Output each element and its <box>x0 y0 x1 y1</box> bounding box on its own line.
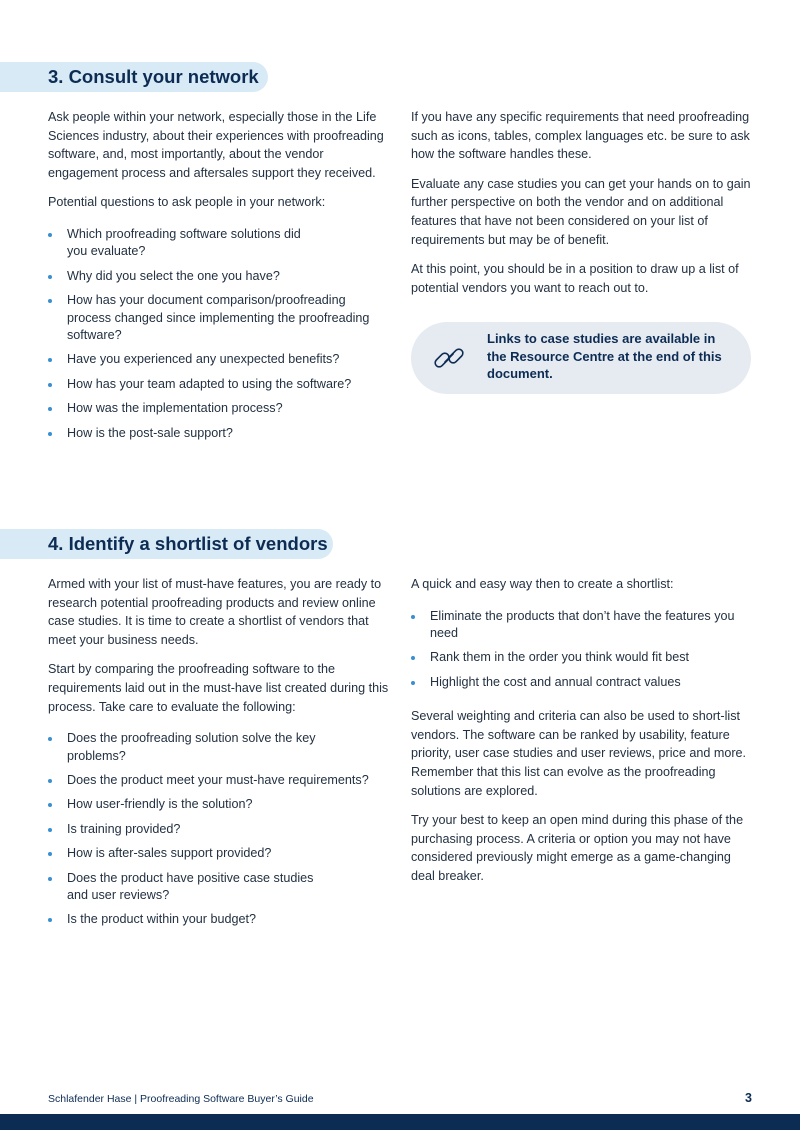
list-item: Which proofreading software solutions did you evaluate? <box>48 226 393 261</box>
section-3-left-column <box>48 108 393 449</box>
list-item: Is training provided? <box>48 821 393 838</box>
section-4-right-paragraph-2: Several weighting and criteria can also be used to short-list vendors. The software can be ranked by usability, feature priority, user case studies and user reviews, price and more. Remember that this list can evolve as the proofreading solutions are explored. <box>411 709 747 798</box>
list-item: Does the proofreading solution solve the key problems? <box>48 730 393 765</box>
section-4-shortlist-steps <box>411 608 756 692</box>
callout-text: Links to case studies are available in the Resource Centre at the end of this document. <box>487 331 722 382</box>
section-3-right-paragraph-2: Evaluate any case studies you can get your hands on to gain further perspective on both the vendor and on additional features that have not been considered on your list of requirements but may be of benefit. <box>411 176 751 247</box>
section-4-left-column <box>48 575 393 936</box>
section-3-question-list <box>48 226 393 442</box>
case-studies-callout <box>411 322 751 394</box>
list-item: How has your document comparison/proofreading process changed since implementing the proofreading software? <box>48 292 393 344</box>
list-item: Highlight the cost and annual contract values <box>411 674 756 691</box>
list-item: How is the post-sale support? <box>48 425 393 442</box>
list-item: How is after-sales support provided? <box>48 845 393 862</box>
list-item: How was the implementation process? <box>48 400 393 417</box>
section-3-right-paragraph-3: At this point, you should be in a position to draw up a list of potential vendors you want to reach out to. <box>411 262 739 295</box>
list-item: Does the product meet your must-have requirements? <box>48 772 393 789</box>
list-item: Does the product have positive case studies and user reviews? <box>48 870 393 905</box>
section-3-right-column <box>411 108 756 308</box>
footer-bar <box>0 1114 800 1130</box>
link-icon <box>431 340 467 376</box>
section-3-right-paragraph-1: If you have any specific requirements that need proofreading such as icons, tables, complex languages etc. be sure to ask how the software handles these. <box>411 110 750 162</box>
footer-text: Schlafender Hase | Proofreading Software Buyer’s Guide <box>48 1093 314 1105</box>
list-item: How user-friendly is the solution? <box>48 796 393 813</box>
page-number: 3 <box>745 1091 752 1105</box>
section-4-right-paragraph-3: Try your best to keep an open mind during this phase of the purchasing process. A criteria or option you may not have considered previously might emerge as a game-changing deal breaker. <box>411 813 744 883</box>
section-4-heading-pill <box>0 529 333 559</box>
section-3-heading-pill <box>0 62 268 92</box>
section-4-heading: 4. Identify a shortlist of vendors <box>48 533 328 554</box>
section-4-right-paragraph-1: A quick and easy way then to create a shortlist: <box>411 577 674 591</box>
list-item: Eliminate the products that don’t have the features you need <box>411 608 756 643</box>
list-item: Have you experienced any unexpected benefits? <box>48 351 393 368</box>
section-3-heading: 3. Consult your network <box>48 66 259 87</box>
section-4-left-paragraph-1: Armed with your list of must-have features, you are ready to research potential proofreading products and review online case studies. It is time to create a shortlist of vendors that meet your business needs. <box>48 577 382 647</box>
list-item: Why did you select the one you have? <box>48 268 393 285</box>
section-4-right-column <box>411 575 756 897</box>
section-4-left-paragraph-2: Start by comparing the proofreading software to the requirements laid out in the must-have list created during this process. Take care to evaluate the following: <box>48 662 389 714</box>
section-4-evaluation-list <box>48 730 393 929</box>
list-item: Is the product within your budget? <box>48 911 393 928</box>
section-3-left-paragraph-1: Ask people within your network, especially those in the Life Sciences industry, about their experiences with proofreading software, and, most importantly, about the vendor engagement process and aftersales support they received. <box>48 110 384 180</box>
section-3-left-paragraph-2: Potential questions to ask people in your network: <box>48 195 326 210</box>
list-item: Rank them in the order you think would fit best <box>411 649 756 666</box>
list-item: How has your team adapted to using the software? <box>48 376 393 393</box>
